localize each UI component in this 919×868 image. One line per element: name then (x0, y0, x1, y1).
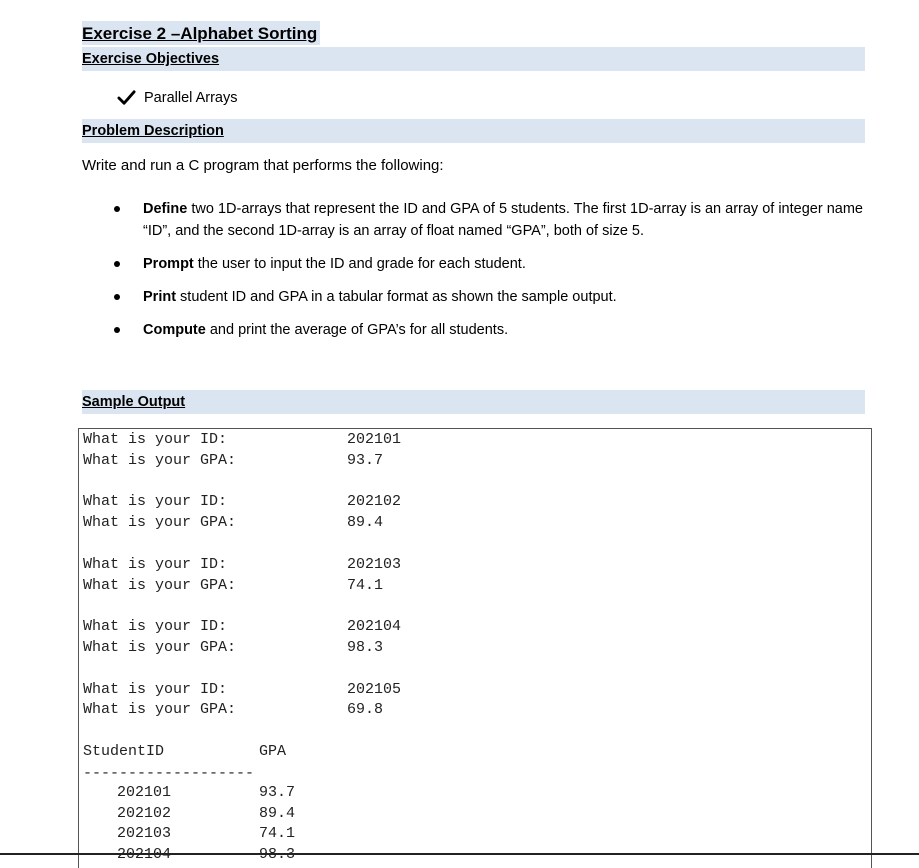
gpa-value: 74.1 (347, 577, 384, 594)
table-cell-gpa: 74.1 (259, 825, 296, 842)
gpa-value: 89.4 (347, 514, 384, 531)
table-cell-id: 202102 (117, 805, 172, 822)
gpa-prompt: What is your GPA: (83, 577, 237, 594)
table-header-gpa: GPA (259, 743, 287, 760)
bullet-keyword: Define (143, 201, 188, 217)
table-cell-id: 202101 (117, 784, 172, 801)
id-prompt: What is your ID: (83, 618, 228, 635)
table-divider: ------------------- (83, 765, 255, 782)
id-value: 202104 (347, 618, 402, 635)
id-value: 202103 (347, 556, 402, 573)
gpa-value: 93.7 (347, 452, 384, 469)
objective-label: Parallel Arrays (144, 89, 238, 106)
section-heading-sample: Sample Output (82, 390, 865, 414)
sample-output-box (78, 428, 872, 868)
table-header-id: StudentID (83, 743, 165, 760)
gpa-prompt: What is your GPA: (83, 452, 237, 469)
id-prompt: What is your ID: (83, 681, 228, 698)
id-prompt: What is your ID: (83, 431, 228, 448)
bullet-keyword: Compute (143, 322, 206, 338)
bullet-keyword: Prompt (143, 256, 194, 272)
section-heading-problem: Problem Description (82, 119, 865, 143)
id-value: 202101 (347, 431, 402, 448)
bullet-text: and print the average of GPA’s for all students. (205, 322, 509, 338)
gpa-prompt: What is your GPA: (83, 514, 237, 531)
bullet-text: the user to input the ID and grade for each student. (193, 256, 526, 272)
gpa-prompt: What is your GPA: (83, 639, 237, 656)
id-value: 202102 (347, 493, 402, 510)
section-heading-objectives: Exercise Objectives (82, 47, 865, 71)
gpa-value: 98.3 (347, 639, 384, 656)
bullet-icon (114, 206, 120, 212)
intro-text: Write and run a C program that performs the following: (82, 157, 444, 174)
bullet-icon (114, 261, 120, 267)
bullet-icon (114, 327, 120, 333)
gpa-prompt: What is your GPA: (83, 701, 237, 718)
bullet-icon (114, 294, 120, 300)
id-prompt: What is your ID: (83, 556, 228, 573)
table-cell-gpa: 89.4 (259, 805, 296, 822)
checkmark-icon (117, 88, 136, 107)
table-cell-id: 202103 (117, 825, 172, 842)
bullet-text: student ID and GPA in a tabular format as shown the sample output. (176, 289, 617, 305)
table-cell-gpa: 93.7 (259, 784, 296, 801)
page-title: Exercise 2 –Alphabet Sorting (82, 21, 320, 45)
gpa-value: 69.8 (347, 701, 384, 718)
bullet-text: two 1D-arrays that represent the ID and GPA of 5 students. The first 1D-array is an array of integer name “ID”, and the second 1D-array is an array of float named “GPA”, both of size 5. (143, 201, 863, 239)
id-value: 202105 (347, 681, 402, 698)
objective-item (117, 88, 237, 107)
bullet-keyword: Print (143, 289, 177, 305)
id-prompt: What is your ID: (83, 493, 228, 510)
